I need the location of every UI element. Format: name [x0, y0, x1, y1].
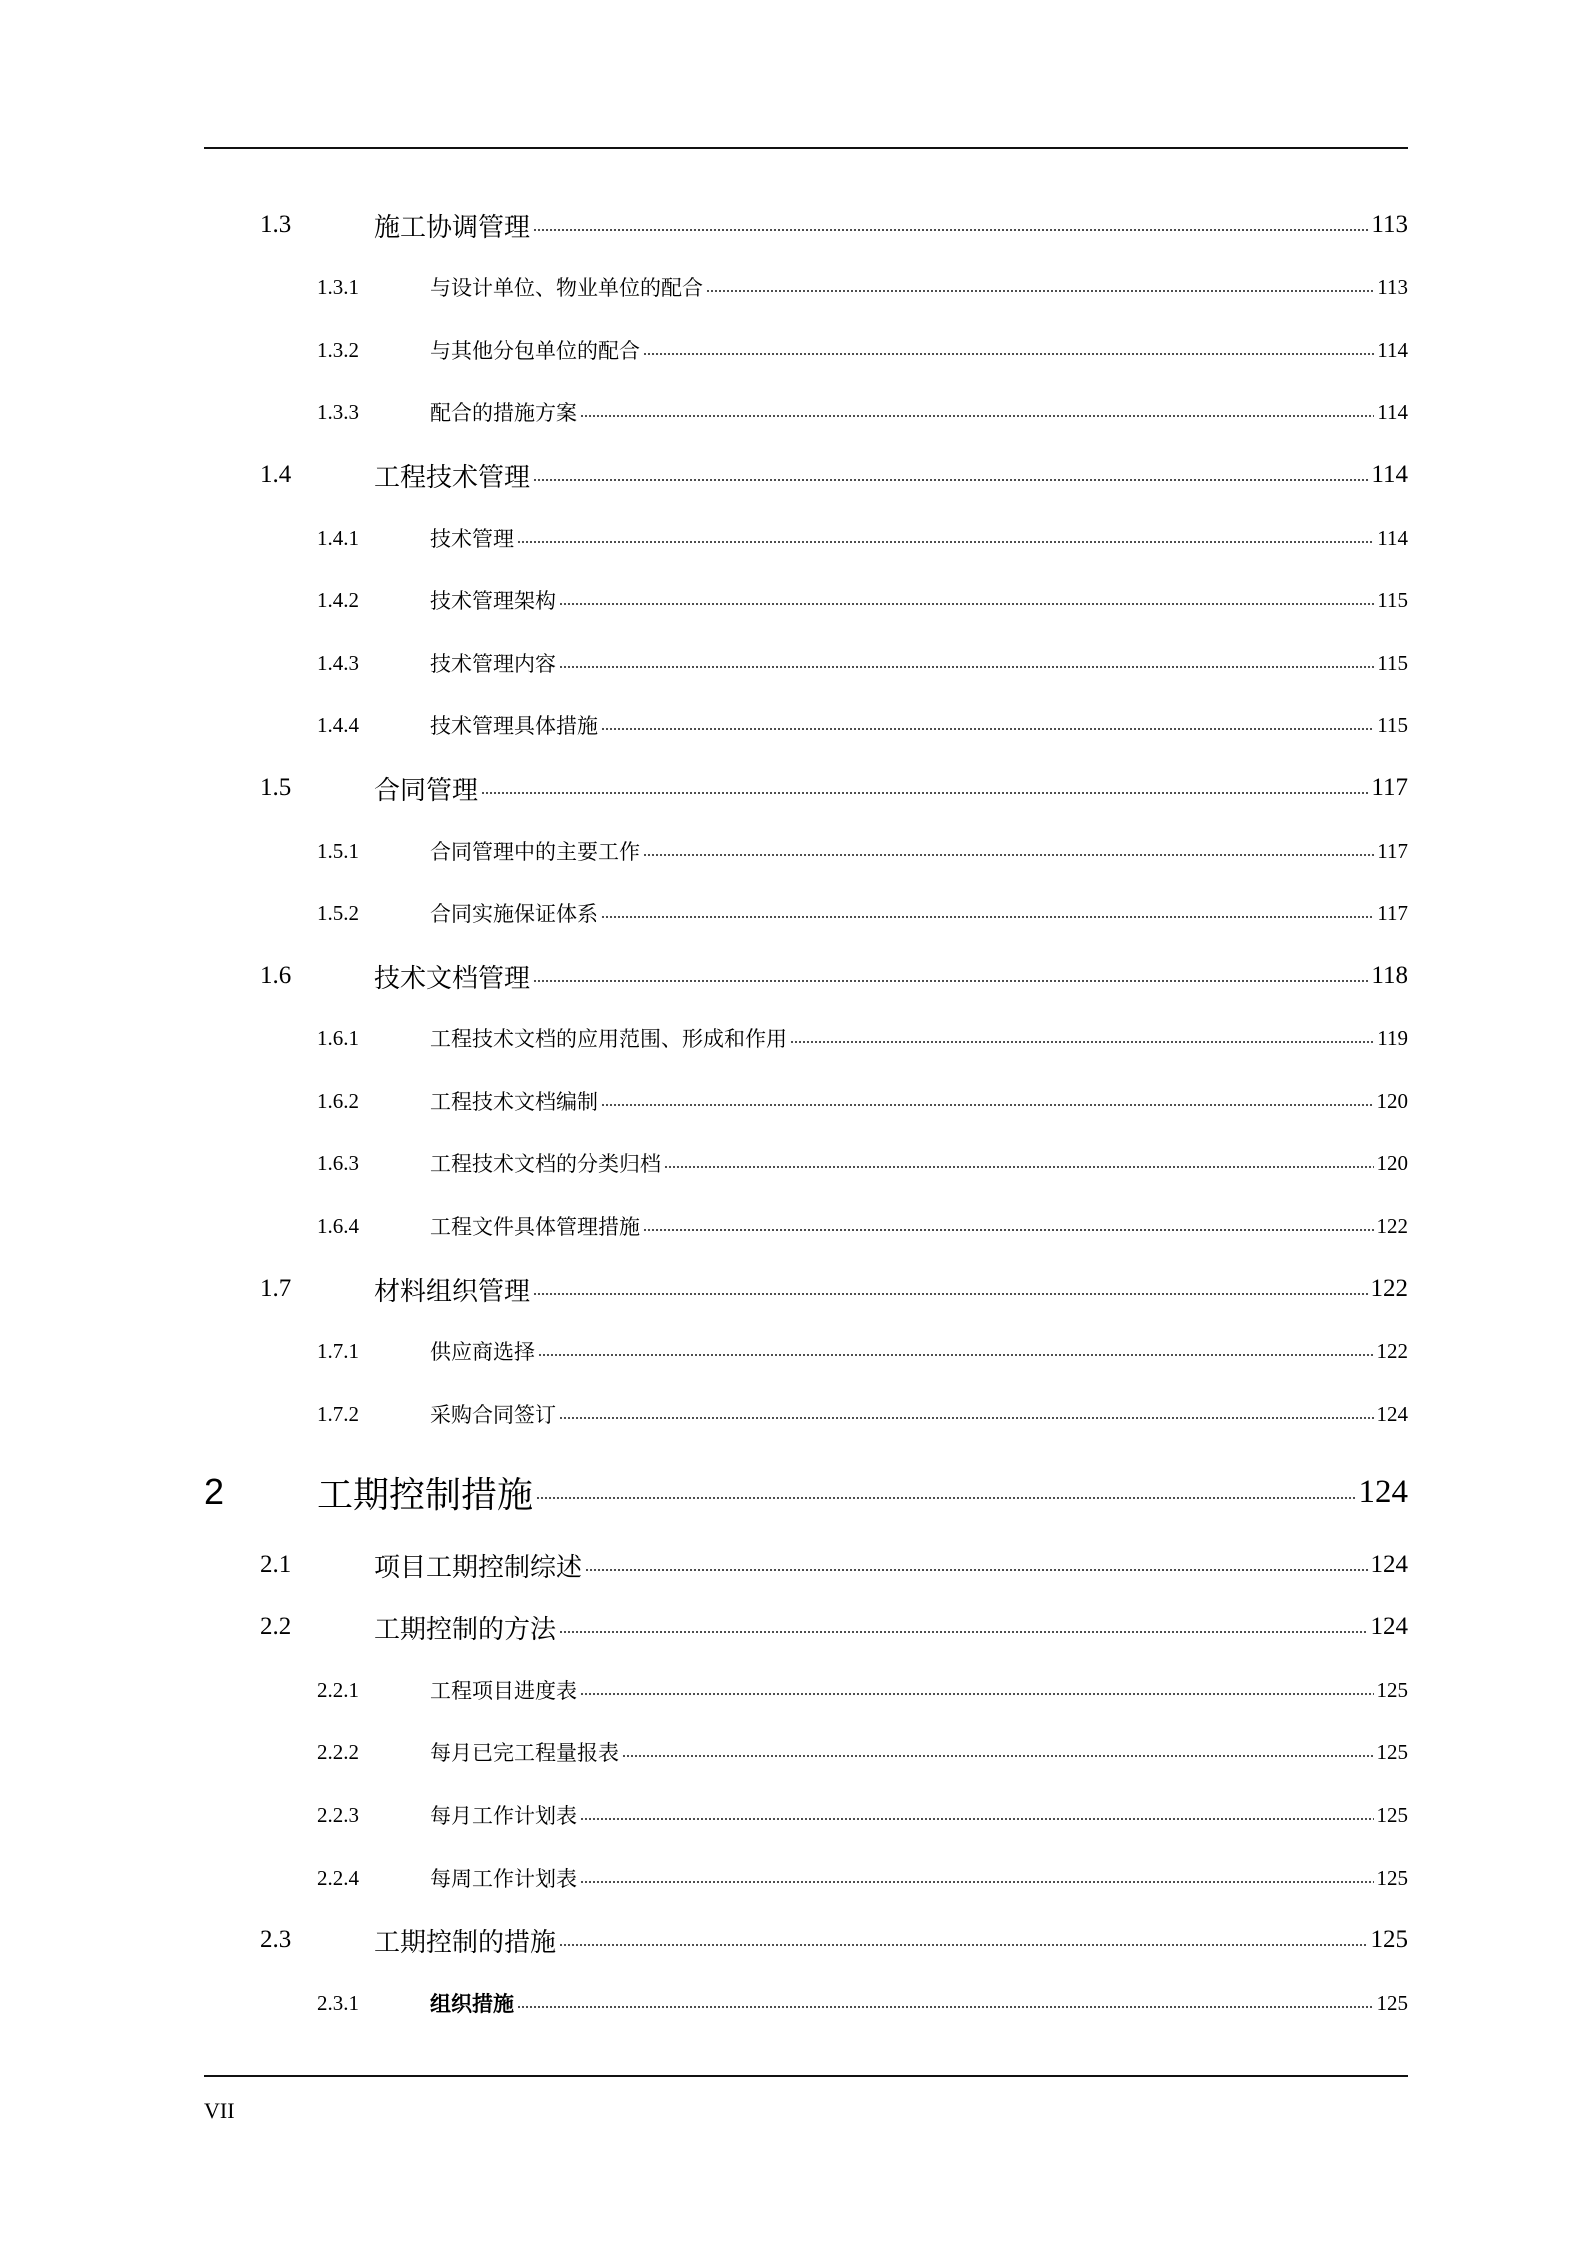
toc-entry-number: 1.4.1 — [317, 526, 359, 550]
dot-leader — [580, 410, 1374, 422]
toc-entry-title: 采购合同签订 — [430, 1403, 556, 1427]
dot-leader — [580, 1876, 1374, 1888]
toc-entry-title: 工期控制措施 — [317, 1474, 534, 1516]
toc-entry[interactable] — [0, 330, 1408, 370]
toc-entry-title: 工期控制的方法 — [374, 1614, 557, 1645]
toc-entry-number: 2.2.1 — [317, 1678, 359, 1702]
toc-entry-title: 施工协调管理 — [374, 212, 531, 243]
dot-leader — [601, 911, 1374, 923]
toc-entry-title: 技术文档管理 — [374, 963, 531, 994]
toc-entry-line — [374, 1920, 1408, 1960]
toc-entry[interactable] — [0, 1858, 1408, 1898]
dot-leader — [706, 285, 1374, 297]
toc-entry-line — [430, 1795, 1408, 1835]
dot-leader — [533, 975, 1368, 987]
toc-entry[interactable] — [0, 1795, 1408, 1835]
dot-leader — [538, 1349, 1374, 1361]
toc-entry-title: 每月已完工程量报表 — [430, 1741, 619, 1765]
toc-entry-page: 124 — [1376, 1401, 1408, 1426]
toc-entry-title: 合同管理中的主要工作 — [430, 840, 640, 864]
toc-entry-page: 125 — [1376, 1802, 1408, 1827]
toc-entry-number: 1.7.1 — [317, 1339, 359, 1363]
toc-entry-title: 项目工期控制综述 — [374, 1552, 583, 1583]
toc-entry-title: 技术管理架构 — [430, 589, 556, 613]
toc-entry-line — [374, 205, 1408, 245]
toc-entry[interactable] — [0, 893, 1408, 933]
toc-entry-line — [374, 956, 1408, 996]
dot-leader — [559, 1626, 1367, 1638]
toc-entry-line — [430, 1331, 1408, 1371]
toc-entry[interactable] — [0, 1471, 1408, 1516]
toc-entry-line — [430, 580, 1408, 620]
toc-entry-line — [430, 1143, 1408, 1183]
toc-entry[interactable] — [0, 1206, 1408, 1246]
toc-entry-number: 1.6.3 — [317, 1151, 359, 1175]
toc-entry[interactable] — [0, 1607, 1408, 1647]
toc-entry-number: 1.5.1 — [317, 839, 359, 863]
toc-entry[interactable] — [0, 956, 1408, 996]
toc-entry-line — [430, 1858, 1408, 1898]
toc-entry-page: 124 — [1370, 1551, 1408, 1578]
toc-entry-number: 1.6.4 — [317, 1214, 359, 1238]
toc-entry-line — [430, 831, 1408, 871]
dot-leader — [643, 348, 1374, 360]
toc-entry-title: 合同管理 — [374, 775, 479, 806]
toc-entry-title: 工程技术文档的分类归档 — [430, 1152, 661, 1176]
toc-entry-title: 合同实施保证体系 — [430, 902, 598, 926]
dot-leader — [585, 1564, 1367, 1576]
toc-entry-line — [430, 1983, 1408, 2023]
dot-leader — [601, 1099, 1374, 1111]
toc-entry-number: 1.4 — [260, 461, 292, 488]
toc-entry[interactable] — [0, 1920, 1408, 1960]
toc-entry-page: 113 — [1371, 211, 1408, 238]
toc-entry-title: 工程项目进度表 — [430, 1679, 577, 1703]
dot-leader — [580, 1813, 1374, 1825]
toc-entry-number: 1.5.2 — [317, 901, 359, 925]
toc-entry-page: 125 — [1376, 1677, 1408, 1702]
toc-entry-title: 供应商选择 — [430, 1340, 535, 1364]
toc-entry[interactable] — [0, 1269, 1408, 1309]
toc-entry-page: 124 — [1358, 1473, 1408, 1510]
toc-entry-page: 120 — [1376, 1088, 1408, 1113]
toc-entry-page: 125 — [1376, 1865, 1408, 1890]
page-number-footer: VII — [204, 2098, 235, 2123]
dot-leader — [536, 1492, 1355, 1504]
toc-entry-title: 工程技术文档编制 — [430, 1090, 598, 1114]
dot-leader — [559, 661, 1374, 673]
toc-entry[interactable] — [0, 455, 1408, 495]
dot-leader — [580, 1688, 1374, 1700]
toc-entry-line — [430, 1206, 1408, 1246]
toc-entry-number: 2.3 — [260, 1926, 292, 1953]
toc-entry[interactable] — [0, 1081, 1408, 1121]
toc-entry-page: 120 — [1376, 1150, 1408, 1175]
toc-entry-title: 工程技术文档的应用范围、形成和作用 — [430, 1027, 787, 1051]
toc-entry-page: 119 — [1377, 1025, 1408, 1050]
toc-entry-number: 1.3.2 — [317, 338, 359, 362]
toc-entry-page: 124 — [1370, 1613, 1408, 1640]
toc-entry-page: 125 — [1370, 1926, 1408, 1953]
toc-entry-page: 117 — [1371, 774, 1408, 801]
toc-entry-title: 组织措施 — [430, 1992, 514, 2016]
dot-leader — [601, 723, 1374, 735]
toc-entry-page: 115 — [1377, 587, 1408, 612]
toc-entry-page: 114 — [1371, 461, 1408, 488]
toc-entry-line — [430, 1394, 1408, 1434]
toc-entry-line — [430, 643, 1408, 683]
toc-entry[interactable] — [0, 1331, 1408, 1371]
toc-entry-title: 每周工作计划表 — [430, 1867, 577, 1891]
dot-leader — [481, 787, 1368, 799]
toc-entry-title: 每月工作计划表 — [430, 1804, 577, 1828]
toc-entry-number: 1.6.2 — [317, 1089, 359, 1113]
toc-entry-page: 117 — [1377, 838, 1408, 863]
toc-entry-page: 118 — [1371, 962, 1408, 989]
toc-entry-page: 114 — [1377, 399, 1408, 424]
toc-entry-line — [374, 1545, 1408, 1585]
toc-entry-line — [374, 768, 1408, 808]
toc-entry-line — [430, 518, 1408, 558]
toc-entry-line — [430, 267, 1408, 307]
toc-entry-number: 2.2.3 — [317, 1803, 359, 1827]
toc-entry[interactable] — [0, 705, 1408, 745]
dot-leader — [664, 1161, 1374, 1173]
toc-entry-number: 1.3 — [260, 211, 292, 238]
toc-entry-page: 122 — [1376, 1213, 1408, 1238]
toc-entry-number: 2 — [204, 1471, 225, 1512]
dot-leader — [559, 598, 1374, 610]
toc-entry-line — [430, 330, 1408, 370]
toc-entry-title: 配合的措施方案 — [430, 401, 577, 425]
dot-leader — [643, 849, 1374, 861]
toc-entry-number: 1.3.1 — [317, 275, 359, 299]
toc-entry-title: 材料组织管理 — [374, 1276, 531, 1307]
toc-entry-line — [430, 1732, 1408, 1772]
toc-entry-number: 1.3.3 — [317, 400, 359, 424]
toc-entry-title: 与其他分包单位的配合 — [430, 339, 640, 363]
toc-entry[interactable] — [0, 768, 1408, 808]
toc-entry-page: 117 — [1377, 900, 1408, 925]
toc-entry[interactable] — [0, 1983, 1408, 2023]
toc-entry-title: 与设计单位、物业单位的配合 — [430, 276, 703, 300]
toc-entry-number: 1.7.2 — [317, 1402, 359, 1426]
toc-entry-page: 122 — [1376, 1338, 1408, 1363]
toc-entry-page: 115 — [1377, 650, 1408, 675]
toc-entry-number: 1.4.2 — [317, 588, 359, 612]
dot-leader — [643, 1224, 1374, 1236]
toc-entry-line — [430, 705, 1408, 745]
toc-entry[interactable] — [0, 392, 1408, 432]
toc-entry[interactable] — [0, 1143, 1408, 1183]
toc-entry[interactable] — [0, 205, 1408, 245]
toc-entry-title: 技术管理 — [430, 527, 514, 551]
toc-entry-page: 122 — [1370, 1275, 1408, 1302]
toc-entry-title: 技术管理内容 — [430, 652, 556, 676]
footer-rule — [204, 2075, 1408, 2077]
toc-entry-number: 1.4.3 — [317, 651, 359, 675]
toc-entry-number: 1.7 — [260, 1275, 292, 1302]
toc-entry-number: 2.3.1 — [317, 1991, 359, 2015]
toc-entry-page: 125 — [1376, 1990, 1408, 2015]
toc-entry[interactable] — [0, 831, 1408, 871]
toc-entry-number: 2.1 — [260, 1551, 292, 1578]
toc-entry-line — [374, 455, 1408, 495]
toc-entry-page: 115 — [1377, 712, 1408, 737]
toc-entry-title: 工程文件具体管理措施 — [430, 1215, 640, 1239]
toc-entry[interactable] — [0, 1732, 1408, 1772]
toc-entry-line — [430, 392, 1408, 432]
toc-entry-page: 125 — [1376, 1739, 1408, 1764]
toc-entry-line — [430, 1081, 1408, 1121]
dot-leader — [517, 536, 1374, 548]
toc-entry-line — [430, 893, 1408, 933]
toc-entry[interactable] — [0, 1018, 1408, 1058]
toc-entry-title: 工程技术管理 — [374, 462, 531, 493]
toc-entry[interactable] — [0, 1670, 1408, 1710]
toc-entry-line — [374, 1269, 1408, 1309]
toc-entry-number: 1.4.4 — [317, 713, 359, 737]
dot-leader — [622, 1750, 1374, 1762]
toc-entry-number: 1.6.1 — [317, 1026, 359, 1050]
toc-entry-page: 114 — [1377, 337, 1408, 362]
dot-leader — [559, 1939, 1367, 1951]
dot-leader — [533, 1288, 1367, 1300]
toc-entry[interactable] — [0, 267, 1408, 307]
toc-entry-line — [430, 1670, 1408, 1710]
toc-entry[interactable] — [0, 1545, 1408, 1585]
toc-entry-line — [374, 1607, 1408, 1647]
toc-entry-page: 113 — [1377, 274, 1408, 299]
toc-entry-number: 2.2.4 — [317, 1866, 359, 1890]
toc-entry[interactable] — [0, 643, 1408, 683]
toc-entry[interactable] — [0, 518, 1408, 558]
toc-entry-number: 1.5 — [260, 774, 292, 801]
toc-entry-title: 技术管理具体措施 — [430, 714, 598, 738]
toc-entry-number: 1.6 — [260, 962, 292, 989]
toc-entry-page: 114 — [1377, 525, 1408, 550]
toc-entry[interactable] — [0, 580, 1408, 620]
toc-entry[interactable] — [0, 1394, 1408, 1434]
dot-leader — [559, 1412, 1374, 1424]
dot-leader — [533, 224, 1368, 236]
dot-leader — [517, 2001, 1374, 2013]
toc-entry-title: 工期控制的措施 — [374, 1927, 557, 1958]
toc-entry-line — [430, 1018, 1408, 1058]
toc-entry-number: 2.2 — [260, 1613, 292, 1640]
dot-leader — [533, 474, 1368, 486]
toc-entry-number: 2.2.2 — [317, 1740, 359, 1764]
toc-entry-line — [317, 1472, 1408, 1516]
dot-leader — [790, 1036, 1374, 1048]
